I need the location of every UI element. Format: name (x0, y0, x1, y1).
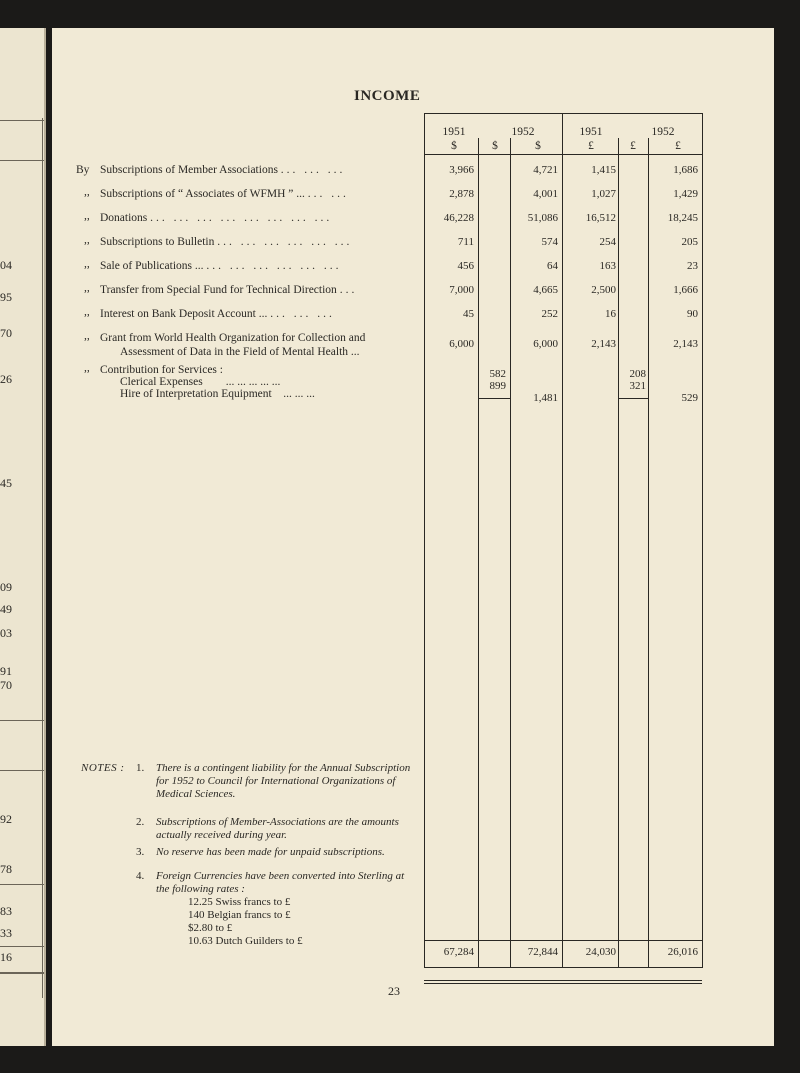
cell-1951-gbp: 16,512 (585, 212, 616, 224)
header-bottom-rule (424, 154, 702, 155)
facing-page-edge (0, 28, 46, 1046)
table-left-rule (424, 113, 425, 968)
exchange-rate: $2.80 to £ (188, 922, 233, 934)
column-rule (562, 113, 563, 968)
total-1951-usd: 67,284 (443, 946, 474, 958)
ditto-mark: ,, (84, 234, 90, 246)
table-right-rule (702, 113, 703, 968)
cell-1951-usd: 7,000 (449, 284, 474, 296)
margin-vertical-rule (42, 118, 43, 998)
margin-number: 92 (0, 812, 12, 826)
income-row-label: Subscriptions of “ Associates of WFMH ” ... ... ... (100, 188, 349, 200)
subtotal-rule (478, 398, 510, 399)
cell-1952-gbp: 23 (687, 260, 698, 272)
cell-1952-usd: 1,481 (533, 392, 558, 404)
cell-1951-gbp: 163 (599, 260, 616, 272)
hire-label: Hire of Interpretation Equipment ... ... ... (120, 388, 315, 400)
cell-1952-usd: 4,721 (533, 164, 558, 176)
cell-1951-usd: 3,966 (449, 164, 474, 176)
cell-1952-gbp: 2,143 (673, 338, 698, 350)
income-row-label: Interest on Bank Deposit Account ... ... ... ... (100, 308, 335, 320)
by-label: By (76, 164, 90, 176)
col3-currency: $ (535, 140, 541, 152)
ditto-mark: ,, (84, 282, 90, 294)
col4-currency: £ (588, 140, 594, 152)
margin-number: 26 (0, 372, 12, 386)
cell-1952-gbp-sub: 208 (629, 368, 646, 380)
note-number: 3. (136, 846, 145, 858)
column-rule (618, 138, 619, 968)
clerical-label: Clerical Expenses ... ... ... ... ... (120, 376, 281, 388)
notes-label: NOTES : (81, 762, 125, 774)
exchange-rate: 10.63 Dutch Guilders to £ (188, 935, 303, 947)
margin-rule (0, 946, 44, 947)
cell-1952-gbp: 205 (681, 236, 698, 248)
total-top-rule (424, 940, 702, 941)
cell-1952-usd: 64 (547, 260, 558, 272)
total-1952-usd: 72,844 (527, 946, 558, 958)
cell-1951-usd: 45 (463, 308, 474, 320)
col2-currency: $ (492, 140, 498, 152)
cell-1952-usd: 574 (541, 236, 558, 248)
income-row-label: Donations ... ... ... ... ... ... ... ... (100, 212, 333, 224)
margin-number: 04 (0, 258, 12, 272)
grant-label-line1: Grant from World Health Organization for Collection and (100, 332, 366, 344)
margin-rule (0, 972, 44, 974)
cell-1952-usd: 4,001 (533, 188, 558, 200)
note-1: There is a contingent liability for the Annual Subscription for 1952 to Council for International Organizations of Medical Sciences. (156, 762, 411, 800)
cell-1952-usd: 4,665 (533, 284, 558, 296)
margin-number: 33 (0, 926, 12, 940)
services-heading: Contribution for Services : (100, 364, 223, 376)
note-number: 4. (136, 870, 145, 882)
cell-1952-usd: 6,000 (533, 338, 558, 350)
cell-1952-usd: 51,086 (527, 212, 558, 224)
cell-1951-usd: 2,878 (449, 188, 474, 200)
total-1951-gbp: 24,030 (585, 946, 616, 958)
cell-1952-usd-sub: 582 (489, 368, 506, 380)
col56-year: 1952 (651, 126, 675, 138)
ditto-mark: ,, (84, 306, 90, 318)
margin-rule (0, 720, 44, 721)
total-1952-gbp: 26,016 (667, 946, 698, 958)
col1-year: 1951 (442, 126, 466, 138)
col6-currency: £ (675, 140, 681, 152)
margin-number: 83 (0, 904, 12, 918)
cell-1951-gbp: 2,500 (591, 284, 616, 296)
cell-1952-gbp: 529 (681, 392, 698, 404)
margin-rule (0, 120, 44, 121)
cell-1952-gbp-sub: 321 (629, 380, 646, 392)
ditto-mark: ,, (84, 186, 90, 198)
income-statement-page (52, 28, 774, 1046)
cell-1952-gbp: 1,429 (673, 188, 698, 200)
ditto-mark: ,, (84, 330, 90, 342)
exchange-rate: 12.25 Swiss francs to £ (188, 896, 291, 908)
cell-1952-usd-sub: 899 (489, 380, 506, 392)
col1-currency: $ (451, 140, 457, 152)
cell-1951-gbp: 1,415 (591, 164, 616, 176)
page-title: INCOME (354, 88, 421, 104)
ditto-mark: ,, (84, 362, 90, 374)
cell-1952-usd: 252 (541, 308, 558, 320)
cell-1952-gbp: 1,666 (673, 284, 698, 296)
ditto-mark: ,, (84, 258, 90, 270)
note-2: Subscriptions of Member-Associations are the amounts actually received during year. (156, 816, 399, 841)
margin-number: 91 (0, 664, 12, 678)
margin-number: 09 (0, 580, 12, 594)
income-row-label: Subscriptions of Member Associations ... ... ... (100, 164, 346, 176)
total-double-rule (424, 983, 702, 984)
ditto-mark: ,, (84, 210, 90, 222)
col5-currency: £ (630, 140, 636, 152)
table-top-rule (424, 113, 702, 114)
cell-1952-gbp: 90 (687, 308, 698, 320)
margin-number: 03 (0, 626, 12, 640)
cell-1951-usd: 6,000 (449, 338, 474, 350)
margin-number: 49 (0, 602, 12, 616)
income-row-label: Subscriptions to Bulletin ... ... ... ... ... ... (100, 236, 353, 248)
exchange-rate: 140 Belgian francs to £ (188, 909, 291, 921)
margin-number: 45 (0, 476, 12, 490)
total-double-rule (424, 980, 702, 981)
margin-rule (0, 160, 44, 161)
income-row-label: Transfer from Special Fund for Technical Direction ... (100, 284, 358, 296)
cell-1951-gbp: 1,027 (591, 188, 616, 200)
margin-number: 70 (0, 678, 12, 692)
cell-1951-usd: 456 (457, 260, 474, 272)
cell-1951-usd: 46,228 (443, 212, 474, 224)
cell-1952-gbp: 18,245 (667, 212, 698, 224)
column-rule (648, 138, 649, 968)
margin-rule (0, 770, 44, 771)
cell-1951-usd: 711 (457, 236, 474, 248)
col4-year: 1951 (579, 126, 603, 138)
grant-label-line2: Assessment of Data in the Field of Mental Health ... (120, 346, 360, 358)
subtotal-rule (618, 398, 648, 399)
cell-1952-gbp: 1,686 (673, 164, 698, 176)
note-3: No reserve has been made for unpaid subscriptions. (156, 846, 385, 858)
margin-number: 78 (0, 862, 12, 876)
note-4: Foreign Currencies have been converted into Sterling at the following rates : (156, 870, 405, 895)
margin-number: 70 (0, 326, 12, 340)
cell-1951-gbp: 16 (605, 308, 616, 320)
note-number: 1. (136, 762, 145, 774)
total-bottom-rule (424, 967, 702, 968)
income-row-label: Sale of Publications ... ... ... ... ... ... ... (100, 260, 342, 272)
page-number: 23 (388, 984, 400, 998)
cell-1951-gbp: 2,143 (591, 338, 616, 350)
margin-number: 16 (0, 950, 12, 964)
margin-number: 95 (0, 290, 12, 304)
column-rule (478, 138, 479, 968)
note-number: 2. (136, 816, 145, 828)
col23-year: 1952 (511, 126, 535, 138)
cell-1951-gbp: 254 (599, 236, 616, 248)
column-rule (510, 138, 511, 968)
margin-rule (0, 884, 44, 885)
